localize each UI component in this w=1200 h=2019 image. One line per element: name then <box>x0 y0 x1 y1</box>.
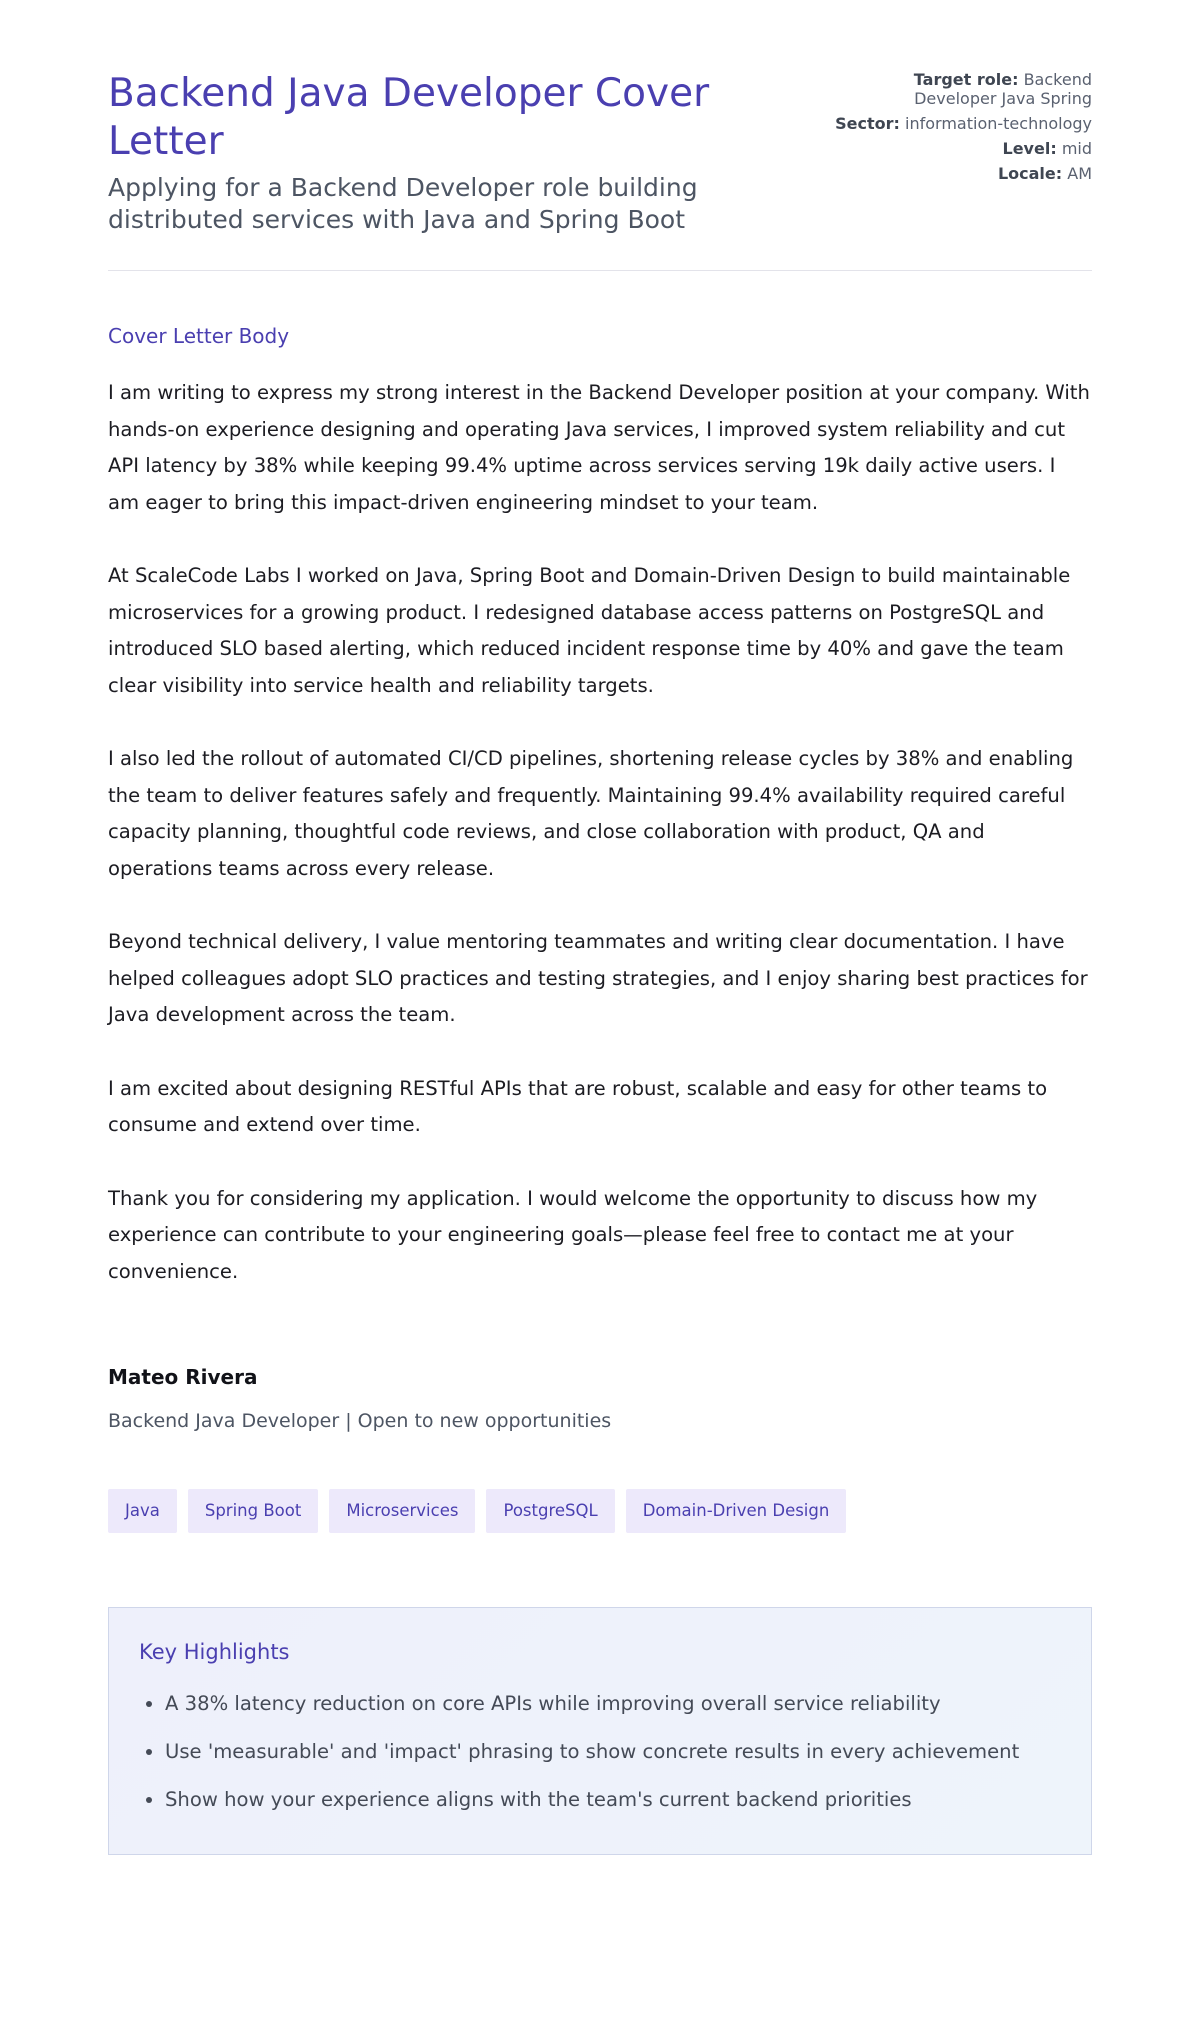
meta-level-value: mid <box>1061 139 1092 158</box>
body-paragraph: I am writing to express my strong interest in the Backend Developer position at your company. With hands-on experience designing and operating Java services, I improved system reliability and cut API latency by 38% while keeping 99.4% uptime across services serving 19k daily active users. I am eager to bring this impact-driven engineering mindset to your team. <box>108 381 1090 514</box>
page-title: Backend Java Developer Cover Letter <box>108 71 710 164</box>
meta-locale-label: Locale: <box>997 164 1063 183</box>
meta-target-value: Backend Developer Java Spring <box>914 70 1092 108</box>
body-paragraph: Beyond technical delivery, I value mentoring teammates and writing clear documentation. I have helped colleagues adopt SLO practices and testing strategies, and I enjoy sharing best practices for Java development across the team. <box>108 930 1088 1026</box>
meta-panel <box>832 70 1092 189</box>
skill-tag: Domain-Driven Design <box>626 1489 847 1533</box>
highlights-list <box>139 1686 1061 1817</box>
meta-target <box>832 70 1092 108</box>
page-header <box>108 70 1092 271</box>
meta-target-label: Target role: <box>913 70 1019 89</box>
meta-locale <box>832 164 1092 183</box>
page-subtitle: Applying for a Backend Developer role building distributed services with Java and Spring Boot <box>108 173 698 234</box>
skill-tag: Spring Boot <box>188 1489 318 1533</box>
letter-body <box>108 375 1092 1290</box>
body-paragraph: At ScaleCode Labs I worked on Java, Spring Boot and Domain-Driven Design to build maintainable microservices for a growing product. I redesigned database access patterns on PostgreSQL and introduced SLO based alerting, which reduced incident response time by 40% and gave the team clear visibility into service health and reliability targets. <box>108 564 1071 697</box>
body-paragraph: Thank you for considering my application. I would welcome the opportunity to discuss how my experience can contribute to your engineering goals—please feel free to contact me at your convenience. <box>108 1186 1038 1283</box>
meta-sector-label: Sector: <box>835 114 900 133</box>
signature-name: Mateo Rivera <box>108 1365 258 1389</box>
skill-tag: Java <box>108 1489 177 1533</box>
signature-role: Backend Java Developer | Open to new opportunities <box>108 1410 612 1432</box>
highlights-box <box>108 1607 1092 1855</box>
highlight-item: • A 38% latency reduction on core APIs while improving overall service reliability <box>165 1686 1061 1721</box>
skill-tag: Microservices <box>329 1489 475 1533</box>
meta-level-label: Level: <box>1002 139 1057 158</box>
section-heading: Cover Letter Body <box>108 324 290 348</box>
signature-block <box>108 1364 1092 1434</box>
meta-locale-value: AM <box>1067 164 1092 183</box>
title-block <box>108 70 788 236</box>
meta-sector-value: information-technology <box>905 114 1092 133</box>
highlights-title: Key Highlights <box>139 1640 290 1664</box>
meta-level <box>832 139 1092 158</box>
skill-tag: PostgreSQL <box>486 1489 614 1533</box>
body-paragraph: I also led the rollout of automated CI/CD pipelines, shortening release cycles by 38% and enabling the team to deliver features safely and frequently. Maintaining 99.4% availability required careful capacity planning, thoughtful code reviews, and close collaboration with product, QA and operations teams across every release. <box>108 747 1074 880</box>
highlight-item: • Use 'measurable' and 'impact' phrasing to show concrete results in every achievement <box>165 1734 1061 1769</box>
highlight-item: • Show how your experience aligns with the team's current backend priorities <box>165 1782 1061 1817</box>
meta-sector <box>832 114 1092 133</box>
body-paragraph: I am excited about designing RESTful APIs that are robust, scalable and easy for other teams to consume and extend over time. <box>108 1076 1048 1136</box>
skill-tags <box>108 1489 1092 1533</box>
